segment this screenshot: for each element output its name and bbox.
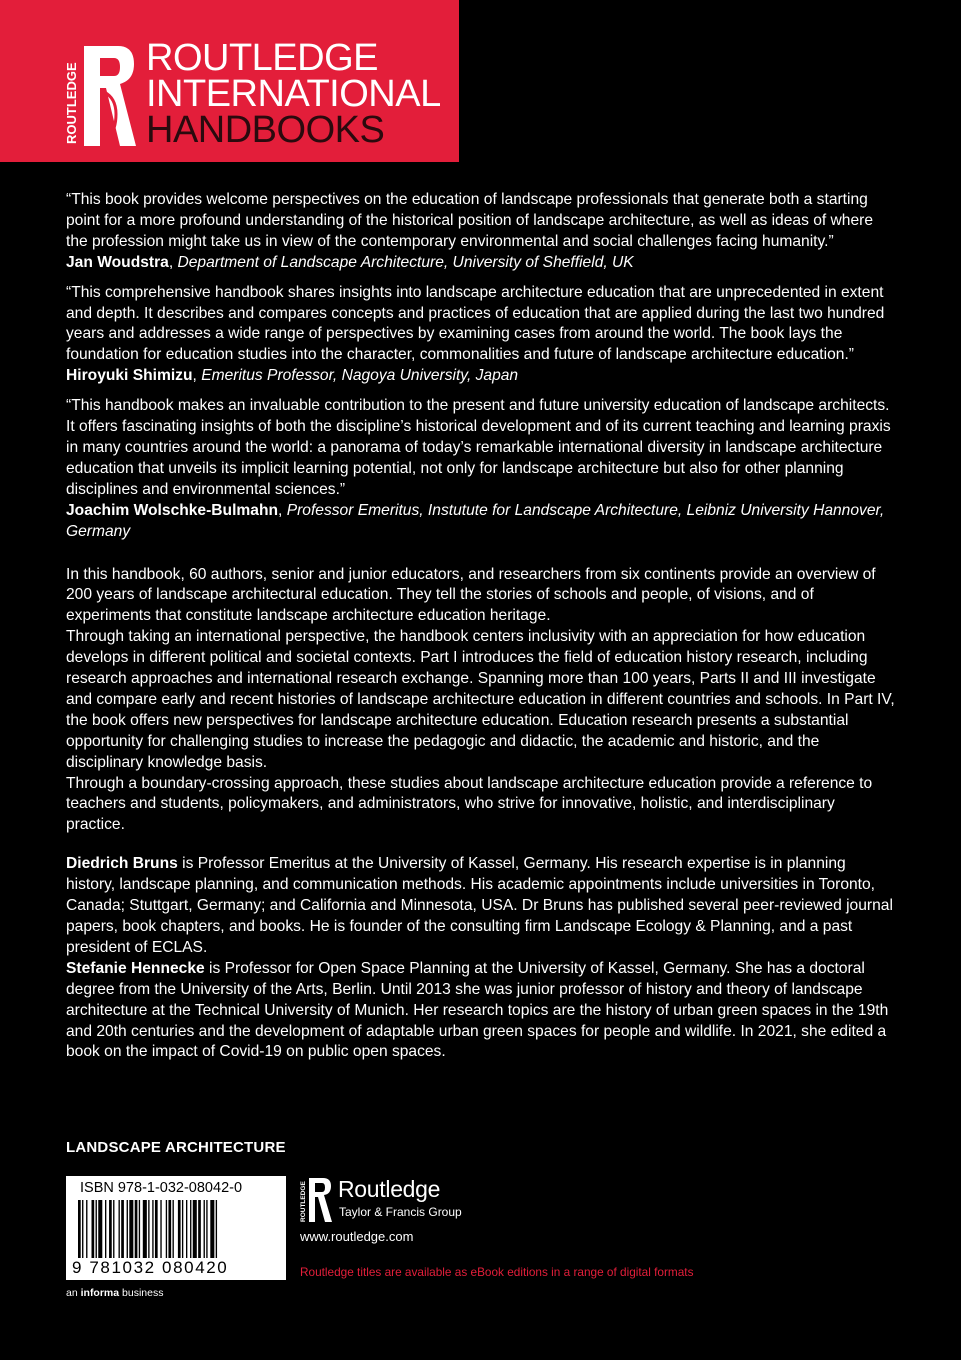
description-paragraph: Through taking an international perspective, the handbook centers inclusivity with an appreciation for how education develops in different political and societal contexts. Part I introduces the field of education history research, including research approaches and international research exchange. Spanning more than 100 years, Parts II and III investigate and compare early and recent histories of landscape architecture education in different countries and schools. In Part IV, the book offers new perspectives for landscape architecture education. Education research presents a substantial opportunity for challenging studies to increase the pedagogic and didactic, the academic and historic, and the disciplinary knowledge basis.: [66, 628, 895, 771]
author-bios: [66, 854, 896, 1063]
endorsement: “This handbook makes an invaluable contribution to the present and future university education of landscape architects. It offers fascinating insights of both the discipline’s historical development and of its current teaching and learning praxis in many countries around the world: a panorama of today’s remarkable international diversity in landscape architecture education that unveils its implicit learning potential, not only for landscape architecture but also for other planning disciplines and environmental sciences.” Joachim Wolschke-Bulmahn, Professor Emeritus, Instutute for Landscape Architecture, Leibniz University Hannover, Germany: [66, 396, 896, 542]
author-name: Stefanie Hennecke: [66, 959, 205, 977]
barcode-bar: [109, 1200, 112, 1258]
barcode-bar: [190, 1200, 191, 1258]
endorsement-quote: “This handbook makes an invaluable contribution to the present and future university education of landscape architects. It offers fascinating insights of both the discipline’s historical development and of its current teaching and learning praxis in many countries around the world: a panorama of today’s remarkable international diversity in landscape architecture education that unveils its implicit learning potential, not only for landscape architecture but also for other planning disciplines and environmental sciences.”: [66, 397, 891, 498]
barcode-bar: [78, 1200, 81, 1258]
barcode-bar: [155, 1200, 158, 1258]
book-description: [66, 565, 896, 837]
author-bio: [66, 854, 896, 959]
endorser-affiliation: Emeritus Professor, Nagoya University, Japan: [201, 367, 519, 385]
endorsement-quote: “This book provides welcome perspectives on the education of landscape professionals that generate both a starting point for a more profound understanding of the historical position of landscape architecture, as well as ideas of where the profession might take us in view of the contemporary environmental and social challenges facing humanity.”: [66, 191, 874, 250]
barcode-bar: [152, 1200, 153, 1258]
barcode-bar: [82, 1200, 83, 1258]
endorsement: “This comprehensive handbook shares insights into landscape architecture education that are unprecedented in extent and depth. It describes and compares concepts and practices of education that are applied during the last two hundred years and addresses a wide range of perspectives by examining cases from around the world. The book lays the foundation for education studies into the character, commonalities and future of landscape architecture education.” Hiroyuki Shimizu, Emeritus Professor, Nagoya University, Japan: [66, 283, 896, 388]
series-title-line2: INTERNATIONAL: [146, 73, 441, 115]
endorsement: “This book provides welcome perspectives on the education of landscape professionals that generate both a starting point for a more profound understanding of the historical position of landscape architecture, as well as ideas of where the profession might take us in view of the contemporary environmental and social challenges facing humanity.” Jan Woudstra, Department of Landscape Architecture, University of Sheffield, UK: [66, 190, 896, 274]
barcode-bar: [160, 1200, 161, 1258]
author-name: Diedrich Bruns: [66, 855, 178, 873]
barcode-bar: [168, 1200, 171, 1258]
barcode-bar: [182, 1200, 183, 1258]
publisher-name: Routledge: [338, 1176, 441, 1202]
barcode-bar: [129, 1200, 133, 1258]
informa-suffix: business: [119, 1287, 164, 1299]
subject-category: LANDSCAPE ARCHITECTURE: [66, 1139, 286, 1156]
description-paragraph: In this handbook, 60 authors, senior and junior educators, and researchers from six continents provide an overview of 200 years of landscape architectural education. They tell the stories of schools and people, of visions, and of experiments that constitute landscape architecture education heritage.: [66, 565, 876, 625]
barcode-bar: [105, 1200, 106, 1258]
routledge-logo-icon: [62, 40, 140, 152]
isbn-label: ISBN 978-1-032-08042-0: [80, 1180, 243, 1196]
endorsement-quote: “This comprehensive handbook shares insights into landscape architecture education that are unprecedented in extent and depth. It describes and compares concepts and practices of education that are applied during the last two hundred years and addresses a wide range of perspectives by examining cases from around the world. The book lays the foundation for education studies into the character, commonalities and future of landscape architecture education.”: [66, 283, 885, 364]
isbn-barcode: [66, 1176, 286, 1280]
barcode-bar: [113, 1200, 114, 1258]
author-bio-text: is Professor for Open Space Planning at the University of Kassel, Germany. She has a doctoral degree from the University of the Arts, Berlin. Until 2013 she was junior professor of history and theory of landscape architecture at the Technical University of Munich. Her research topics are the history of urban green spaces in the 19th and 20th centuries and the development of adaptable urban green spaces for people and wildlife. In 2021, she edited a book on the impact of Covid-19 on public open spaces.: [66, 959, 889, 1061]
series-title-line3: HANDBOOKS: [146, 109, 385, 151]
barcode-bar: [193, 1200, 197, 1258]
routledge-publisher-logo-icon: [298, 1176, 334, 1224]
author-bio: [66, 959, 896, 1064]
barcode-bar: [127, 1200, 128, 1258]
barcode-bar: [119, 1200, 120, 1258]
barcode-bar: [216, 1200, 217, 1258]
series-title: [146, 37, 456, 151]
barcode-bar: [166, 1200, 167, 1258]
barcode-bar: [92, 1200, 95, 1258]
endorser-affiliation: Professor Emeritus, Instutute for Landscape Architecture, Leibniz University Hannover, Germany: [66, 501, 885, 540]
series-banner: [0, 0, 459, 162]
endorser-name: Jan Woudstra: [66, 253, 169, 271]
barcode-bar: [206, 1200, 207, 1258]
barcode-bar: [86, 1200, 87, 1258]
publisher-url: www.routledge.com: [300, 1229, 414, 1244]
barcode-bar: [135, 1200, 138, 1258]
barcode-bar: [96, 1200, 97, 1258]
back-cover-text: [66, 190, 896, 1063]
barcode-bar: [121, 1200, 124, 1258]
informa-brand: informa: [80, 1287, 120, 1299]
barcode-bar: [173, 1200, 174, 1258]
ebook-note: Routledge titles are available as eBook editions in a range of digital formats: [300, 1265, 694, 1279]
series-logo-text: ROUTLEDGE: [64, 62, 79, 144]
author-bio-text: is Professor Emeritus at the University of Kassel, Germany. His research expertise is in planning history, landscape planning, and communication methods. His academic appointments include universities in Toronto, Canada; Stuttgart, Germany; and California and Minnesota, USA. Dr Bruns has published several peer-reviewed journal papers, book chapters, and books. He is founder of the consulting firm Landscape Ecology & Planning, and a past president of ECLAS.: [66, 855, 893, 956]
barcode-bar: [148, 1200, 149, 1258]
barcode-bar: [98, 1200, 102, 1258]
description-paragraph: Through a boundary-crossing approach, these studies about landscape architecture education provide a reference to teachers and students, policymakers, and administrators, who strive for innovative, holistic, and interdisciplinary practice.: [66, 774, 873, 834]
barcode-icon: [76, 1200, 276, 1258]
publisher-logo-text: ROUTLEDGE: [300, 1181, 307, 1222]
barcode-digits: 9 781032 080420: [72, 1258, 229, 1277]
informa-prefix: an: [66, 1287, 81, 1299]
barcode-bar: [210, 1200, 214, 1258]
barcode-bar: [178, 1200, 181, 1258]
endorser-name: Joachim Wolschke-Bulmahn: [66, 501, 279, 519]
barcode-bar: [139, 1200, 140, 1258]
barcode-bar: [186, 1200, 187, 1258]
barcode-bar: [143, 1200, 147, 1258]
barcode-bar: [204, 1200, 205, 1258]
endorser-name: Hiroyuki Shimizu: [66, 367, 193, 385]
series-title-line1: ROUTLEDGE: [146, 37, 378, 79]
barcode-bar: [198, 1200, 201, 1258]
informa-business: [66, 1287, 163, 1299]
publisher-group: Taylor & Francis Group: [339, 1205, 462, 1219]
endorser-affiliation: Department of Landscape Architecture, University of Sheffield, UK: [177, 253, 634, 271]
